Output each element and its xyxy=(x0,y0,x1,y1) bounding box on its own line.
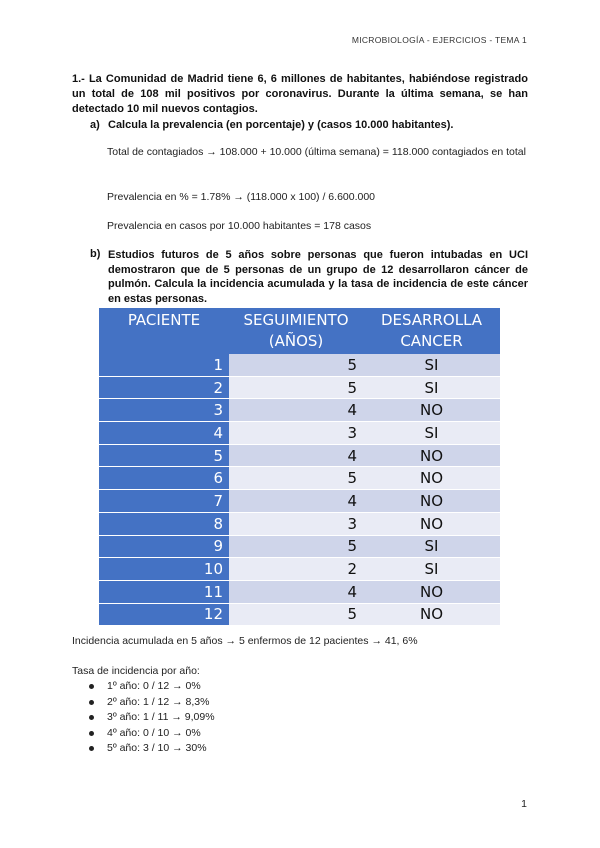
table-row xyxy=(99,467,500,490)
list-item xyxy=(72,741,215,757)
question-title: 1.- La Comunidad de Madrid tiene 6, 6 millones de habitantes, habiéndose registrado un total de 108 mil positivos por coronavirus. Durante la última semana, se han detectado 10 mil nuevos contagios. xyxy=(72,73,528,115)
part-a-line-2: Prevalencia en % = 1.78% → (118.000 x 100) / 6.600.000 xyxy=(107,191,376,203)
bullet-icon xyxy=(89,746,94,751)
patient-table xyxy=(99,308,500,626)
cell-cancer: NO xyxy=(363,512,500,535)
cell-seguimiento: 5 xyxy=(229,376,363,399)
cell-cancer: NO xyxy=(363,399,500,422)
cell-cancer: NO xyxy=(363,490,500,513)
part-b-label: b) xyxy=(90,248,101,260)
cell-paciente: 4 xyxy=(99,422,229,445)
header-paciente: PACIENTE xyxy=(99,308,229,354)
cell-cancer: SI xyxy=(363,422,500,445)
bullet-icon xyxy=(89,715,94,720)
cell-paciente: 9 xyxy=(99,535,229,558)
cell-cancer: SI xyxy=(363,376,500,399)
bullet-icon xyxy=(89,731,94,736)
table-row xyxy=(99,376,500,399)
cell-seguimiento: 5 xyxy=(229,467,363,490)
part-a-text: Calcula la prevalencia (en porcentaje) y (casos 10.000 habitantes). xyxy=(108,119,454,131)
cell-cancer: NO xyxy=(363,444,500,467)
cell-paciente: 1 xyxy=(99,354,229,376)
list-item xyxy=(72,695,215,711)
table-header-row xyxy=(99,308,500,354)
cell-seguimiento: 3 xyxy=(229,422,363,445)
cell-paciente: 8 xyxy=(99,512,229,535)
list-item xyxy=(72,710,215,726)
part-a-label: a) xyxy=(90,119,100,131)
cell-paciente: 2 xyxy=(99,376,229,399)
cell-paciente: 3 xyxy=(99,399,229,422)
cell-seguimiento: 4 xyxy=(229,444,363,467)
tasa-item-text: 3º año: 1 / 11 → 9,09% xyxy=(107,711,215,723)
cell-seguimiento: 3 xyxy=(229,512,363,535)
cell-paciente: 7 xyxy=(99,490,229,513)
cell-cancer: SI xyxy=(363,535,500,558)
tasa-list xyxy=(72,679,215,757)
cell-cancer: NO xyxy=(363,603,500,626)
cell-paciente: 12 xyxy=(99,603,229,626)
cell-cancer: SI xyxy=(363,354,500,376)
tasa-title: Tasa de incidencia por año: xyxy=(72,665,200,677)
bullet-icon xyxy=(89,700,94,705)
table-row xyxy=(99,580,500,603)
list-item xyxy=(72,726,215,742)
cell-paciente: 5 xyxy=(99,444,229,467)
part-a-line-3: Prevalencia en casos por 10.000 habitantes = 178 casos xyxy=(107,220,372,232)
tasa-item-text: 5º año: 3 / 10 → 30% xyxy=(107,742,207,754)
tasa-item-text: 4º año: 0 / 10 → 0% xyxy=(107,726,201,739)
cell-seguimiento: 5 xyxy=(229,535,363,558)
part-b-text: Estudios futuros de 5 años sobre personas que fueron intubadas en UCI demostraron que de 5 personas de un grupo de 12 desarrollaron cáncer de pulmón. Calcula la incidencia acumulada y la tasa de incidencia de este cáncer en estas personas. xyxy=(108,249,528,305)
table-row xyxy=(99,444,500,467)
incidencia-acumulada: Incidencia acumulada en 5 años → 5 enfermos de 12 pacientes → 41, 6% xyxy=(72,635,418,647)
cell-seguimiento: 5 xyxy=(229,354,363,376)
part-a-heading xyxy=(90,118,453,132)
cell-seguimiento: 4 xyxy=(229,490,363,513)
cell-paciente: 11 xyxy=(99,580,229,603)
table-row xyxy=(99,603,500,626)
table-row xyxy=(99,558,500,581)
cell-paciente: 10 xyxy=(99,558,229,581)
table-row xyxy=(99,490,500,513)
cell-seguimiento: 4 xyxy=(229,399,363,422)
table-row xyxy=(99,512,500,535)
table-row xyxy=(99,535,500,558)
cell-seguimiento: 4 xyxy=(229,580,363,603)
table-row xyxy=(99,354,500,376)
page-header: MICROBIOLOGÍA - EJERCICIOS - TEMA 1 xyxy=(351,35,527,45)
cell-seguimiento: 2 xyxy=(229,558,363,581)
cell-cancer: NO xyxy=(363,580,500,603)
page-number: 1 xyxy=(521,798,527,810)
cell-cancer: SI xyxy=(363,558,500,581)
table-row xyxy=(99,399,500,422)
bullet-icon xyxy=(89,684,94,689)
tasa-item-text: 1º año: 0 / 12 → 0% xyxy=(107,680,201,692)
list-item xyxy=(72,679,215,695)
tasa-item-text: 2º año: 1 / 12 → 8,3% xyxy=(107,695,210,708)
part-a-line-1: Total de contagiados → 108.000 + 10.000 (última semana) = 118.000 contagiados en total xyxy=(107,146,526,158)
cell-seguimiento: 5 xyxy=(229,603,363,626)
cell-paciente: 6 xyxy=(99,467,229,490)
header-seguimiento: SEGUIMIENTO (AÑOS) xyxy=(229,308,363,354)
header-desarrolla: DESARROLLA CANCER xyxy=(363,308,500,354)
cell-cancer: NO xyxy=(363,467,500,490)
table-row xyxy=(99,422,500,445)
